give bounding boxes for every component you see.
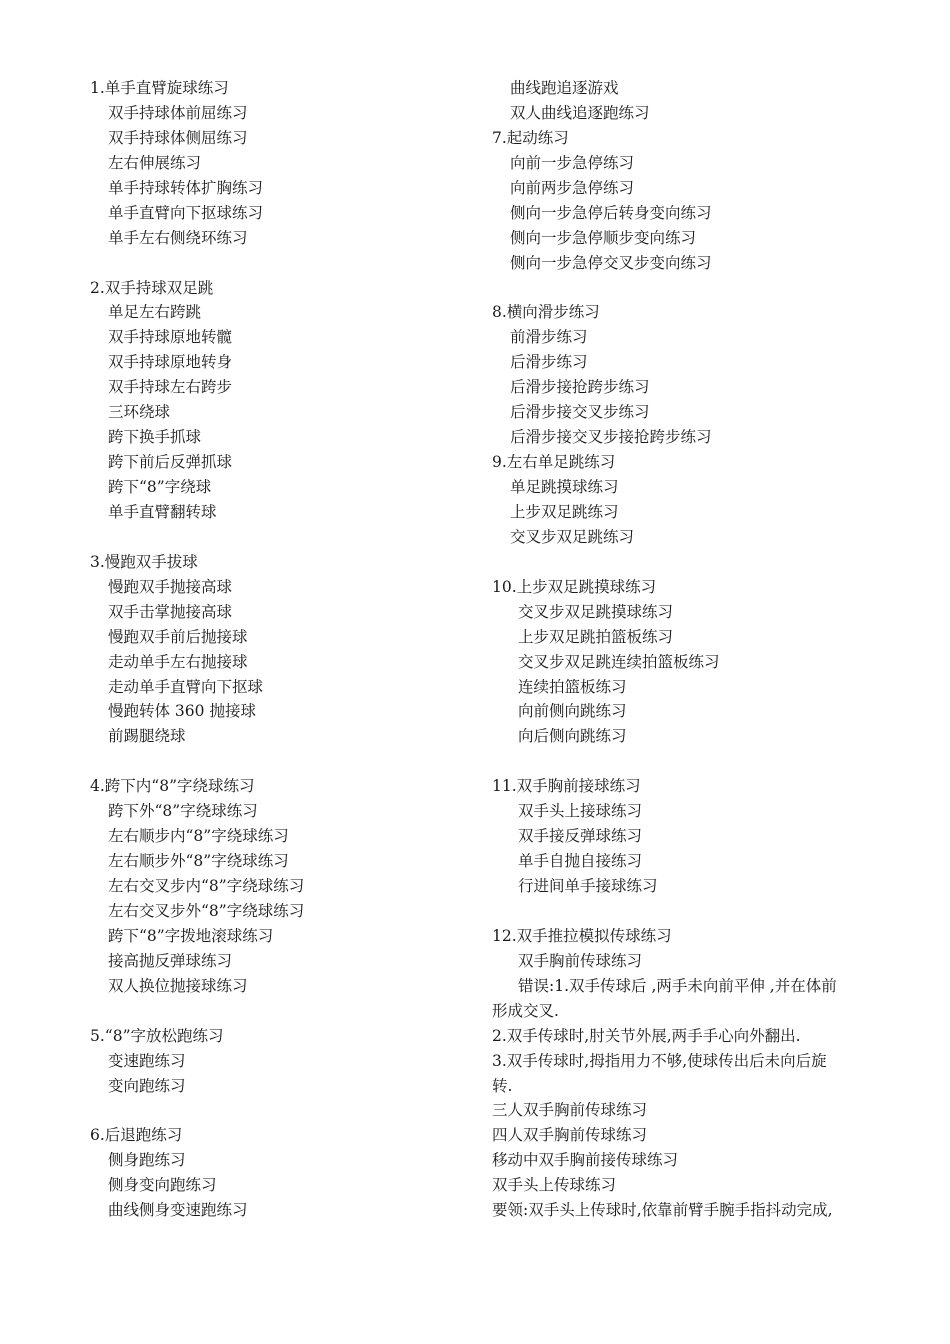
list-item: 双人曲线追逐跑练习 <box>510 103 650 122</box>
list-item: 向前一步急停练习 <box>510 153 635 172</box>
list-item: 侧身跑练习 <box>108 1151 186 1170</box>
list-item: 左右顺步内“8”字绕球练习 <box>108 827 289 846</box>
list-item: 上步双足跳练习 <box>510 502 619 521</box>
list-item: 走动单手左右抛接球 <box>108 652 248 671</box>
list-item: 前踢腿绕球 <box>108 727 186 746</box>
list-item: 双手持球原地转身 <box>108 353 233 372</box>
list-item: 侧身变向跑练习 <box>108 1176 217 1195</box>
list-item: 左右交叉步外“8”字绕球练习 <box>108 901 305 920</box>
list-item: 向前侧向跳练习 <box>518 702 627 721</box>
blank-line <box>90 1098 470 1123</box>
list-item: 连续拍篮板练习 <box>518 677 627 696</box>
blank-line <box>90 999 470 1024</box>
list-item: 单手持球转体扩胸练习 <box>108 178 264 197</box>
list-item: 跨下“8”字绕球 <box>108 478 212 496</box>
section-heading: 1.单手直臂旋球练习 <box>90 79 229 97</box>
list-item: 单手左右侧绕环练习 <box>108 228 248 247</box>
list-item: 慢跑双手前后抛接球 <box>108 627 248 646</box>
section-heading: 11.双手胸前接球练习 <box>492 777 641 796</box>
list-item: 双手持球体前屈练习 <box>108 103 248 122</box>
list-item: 三环绕球 <box>108 403 171 422</box>
list-item: 曲线侧身变速跑练习 <box>108 1201 248 1220</box>
list-item: 跨下“8”字拨地滚球练习 <box>108 926 274 945</box>
list-item: 交叉步双足跳摸球练习 <box>518 602 674 621</box>
section-heading: 7.起动练习 <box>492 128 569 147</box>
list-item: 交叉步双足跳连续拍篮板练习 <box>518 652 720 671</box>
blank-line <box>492 276 872 301</box>
list-item: 左右交叉步内“8”字绕球练习 <box>108 877 305 895</box>
left-column <box>90 76 470 1223</box>
list-item: 跨下换手抓球 <box>108 428 202 447</box>
section-heading: 三人双手胸前传球练习 <box>492 1101 648 1120</box>
list-item: 双人换位抛接球练习 <box>108 976 248 995</box>
list-item: 交叉步双足跳练习 <box>510 527 635 546</box>
list-item: 双手接反弹球练习 <box>518 827 643 846</box>
list-item: 接高抛反弹球练习 <box>108 951 233 970</box>
blank-line <box>492 899 872 924</box>
section-heading: 9.左右单足跳练习 <box>492 453 616 472</box>
list-item: 后滑步接抢跨步练习 <box>510 378 650 397</box>
section-heading: 要领:双手头上传球时,依靠前臂手腕手指抖动完成, <box>492 1201 833 1220</box>
list-item: 侧向一步急停后转身变向练习 <box>510 203 712 222</box>
list-item: 双手持球左右跨步 <box>108 378 233 397</box>
list-item: 变向跑练习 <box>108 1076 186 1095</box>
list-item: 上步双足跳拍篮板练习 <box>518 627 674 646</box>
blank-line <box>90 525 470 550</box>
list-item: 行进间单手接球练习 <box>518 877 658 895</box>
blank-line <box>90 251 470 276</box>
section-heading: 4.跨下内“8”字绕球练习 <box>90 777 255 796</box>
list-item: 跨下前后反弹抓球 <box>108 453 233 472</box>
list-item: 单足左右跨跳 <box>108 303 202 322</box>
list-item: 侧向一步急停顺步变向练习 <box>510 228 697 247</box>
section-heading: 2.双手传球时,肘关节外展,两手手心向外翻出. <box>492 1026 801 1045</box>
list-item: 单手直臂翻转球 <box>108 502 217 521</box>
section-heading: 3.双手传球时,拇指用力不够,使球传出后未向后旋 <box>492 1051 827 1070</box>
list-item: 后滑步接交叉步练习 <box>510 403 650 422</box>
section-heading: 移动中双手胸前接传球练习 <box>492 1151 679 1170</box>
list-item: 双手持球体侧屈练习 <box>108 128 248 147</box>
blank-line <box>492 749 872 774</box>
section-heading: 转. <box>492 1076 513 1095</box>
section-heading: 形成交叉. <box>492 1001 559 1020</box>
list-item: 慢跑转体 360 抛接球 <box>108 702 256 721</box>
section-heading: 8.横向滑步练习 <box>492 303 600 322</box>
section-heading: 12.双手推拉模拟传球练习 <box>492 926 672 945</box>
section-heading: 5.“8”字放松跑练习 <box>90 1026 224 1045</box>
blank-line <box>492 550 872 575</box>
section-heading: 3.慢跑双手拔球 <box>90 552 198 571</box>
list-item: 曲线跑追逐游戏 <box>510 79 619 97</box>
section-heading: 四人双手胸前传球练习 <box>492 1126 648 1145</box>
list-item: 双手击掌抛接高球 <box>108 602 233 621</box>
blank-line <box>90 749 470 774</box>
list-item: 跨下外“8”字绕球练习 <box>108 802 258 821</box>
list-item: 前滑步练习 <box>510 328 588 347</box>
list-item: 后滑步练习 <box>510 353 588 372</box>
list-item: 单手直臂向下抠球练习 <box>108 203 264 222</box>
list-item: 单手自抛自接练习 <box>518 852 643 871</box>
list-item: 双手头上接球练习 <box>518 802 643 821</box>
section-heading: 2.双手持球双足跳 <box>90 278 214 297</box>
list-item: 双手胸前传球练习 <box>518 951 643 970</box>
section-heading: 6.后退跑练习 <box>90 1126 183 1145</box>
right-column <box>492 76 872 1223</box>
list-item: 双手持球原地转髋 <box>108 328 233 347</box>
list-item: 错误:1.双手传球后 ,两手未向前平伸 ,并在体前 <box>518 976 837 995</box>
list-item: 左右顺步外“8”字绕球练习 <box>108 852 289 871</box>
list-item: 后滑步接交叉步接抢跨步练习 <box>510 428 712 447</box>
list-item: 走动单手直臂向下抠球 <box>108 677 264 696</box>
list-item: 变速跑练习 <box>108 1051 186 1070</box>
list-item: 左右伸展练习 <box>108 153 202 172</box>
list-item: 单足跳摸球练习 <box>510 478 619 496</box>
section-heading: 双手头上传球练习 <box>492 1176 617 1195</box>
list-item: 侧向一步急停交叉步变向练习 <box>510 253 712 272</box>
list-item: 慢跑双手抛接高球 <box>108 577 233 596</box>
list-item: 向后侧向跳练习 <box>518 727 627 746</box>
section-heading: 10.上步双足跳摸球练习 <box>492 577 657 596</box>
list-item: 向前两步急停练习 <box>510 178 635 197</box>
